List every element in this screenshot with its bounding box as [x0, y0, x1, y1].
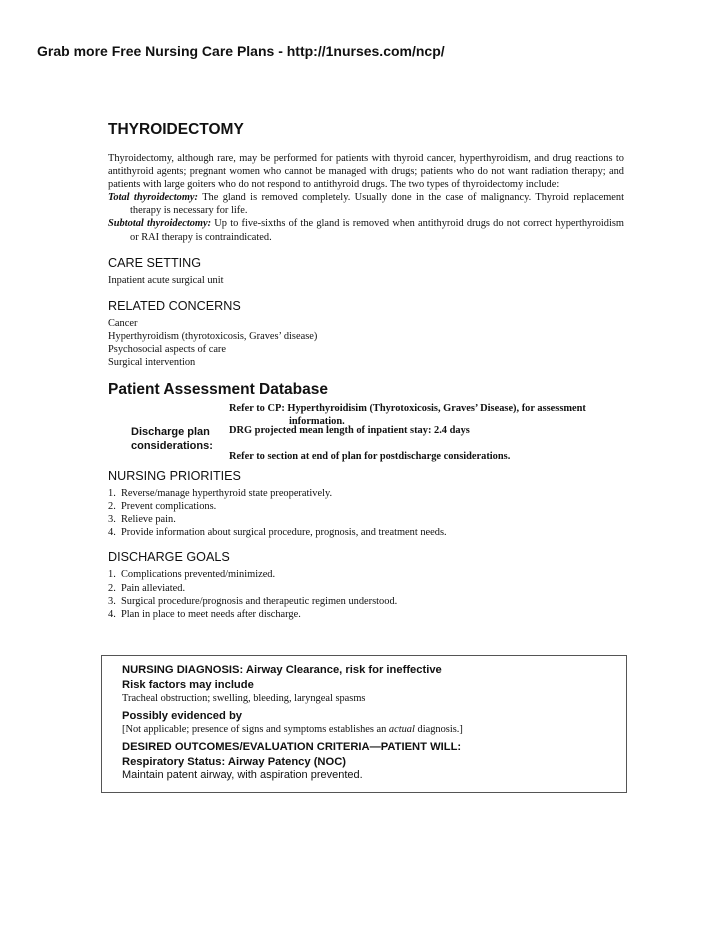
list-item: 2. Prevent complications.	[108, 500, 217, 512]
nursing-diagnosis-box	[101, 655, 627, 793]
nursing-diagnosis: NURSING DIAGNOSIS: Airway Clearance, risk for ineffective	[122, 664, 442, 676]
list-item: Hyperthyroidism (thyrotoxicosis, Graves’ disease)	[108, 331, 318, 343]
care-setting-heading: CARE SETTING	[108, 255, 202, 270]
risk-factors-heading: Risk factors may include	[122, 679, 254, 691]
type-subtotal	[108, 217, 624, 243]
type-subtotal-label: Subtotal thyroidectomy:	[108, 218, 212, 230]
care-setting-text: Inpatient acute surgical unit	[108, 274, 224, 286]
assessment-refer-cont: information.	[289, 415, 345, 427]
evidence-heading: Possibly evidenced by	[122, 710, 243, 722]
outcomes-heading: DESIRED OUTCOMES/EVALUATION CRITERIA—PATIENT WILL:	[122, 741, 462, 753]
list-item: Surgical intervention	[108, 357, 196, 369]
assessment-block	[108, 403, 624, 469]
type-subtotal-text: Up to five-sixths of the gland is removed when antithyroid drugs do not correct hyperthyroidism or RAI therapy is contraindicated.	[130, 218, 624, 243]
assessment-refer: Refer to CP: Hyperthyroidisim (Thyrotoxicosis, Graves’ Disease), for assessment	[229, 402, 586, 414]
list-item: Psychosocial aspects of care	[108, 344, 227, 356]
refer-end: Refer to section at end of plan for postdischarge considerations.	[229, 450, 511, 462]
list-item: 4. Plan in place to meet needs after discharge.	[108, 609, 301, 621]
related-concerns-list	[108, 317, 624, 370]
list-item: 4. Provide information about surgical procedure, prognosis, and treatment needs.	[108, 527, 447, 539]
noc-text: Maintain patent airway, with aspiration prevented.	[122, 769, 363, 781]
discharge-plan-label: Discharge plan considerations:	[131, 425, 213, 452]
discharge-goals-heading: DISCHARGE GOALS	[108, 550, 230, 565]
intro-paragraph: Thyroidectomy, although rare, may be performed for patients with thyroid cancer, hyperthyroidism, and drug reactions to antithyroid agents; pregnant women who cannot be managed with drugs; patients who do not want radiation therapy; and patients with large goiters who do not respond to antithyroid drugs. The two types of thyroidectomy include:	[108, 153, 624, 191]
type-total	[108, 191, 624, 217]
list-item: 2. Pain alleviated.	[108, 582, 186, 594]
assessment-heading: Patient Assessment Database	[108, 380, 328, 398]
nursing-priorities-list	[108, 487, 624, 540]
list-item: 1. Complications prevented/minimized.	[108, 569, 276, 581]
list-item: 1. Reverse/manage hyperthyroid state preoperatively.	[108, 487, 333, 499]
list-item: 3. Relieve pain.	[108, 514, 176, 526]
risk-factors-text: Tracheal obstruction; swelling, bleeding, laryngeal spasms	[122, 693, 366, 704]
drg-text: DRG projected mean length of inpatient stay: 2.4 days	[229, 424, 470, 436]
main-content	[108, 121, 624, 621]
nursing-priorities-heading: NURSING PRIORITIES	[108, 468, 241, 483]
page-title: THYROIDECTOMY	[108, 121, 244, 138]
evidence-text: [Not applicable; presence of signs and symptoms establishes an actual diagnosis.]	[122, 724, 463, 735]
list-item: Cancer	[108, 317, 138, 329]
noc-heading: Respiratory Status: Airway Patency (NOC)	[122, 756, 347, 768]
discharge-goals-list	[108, 568, 624, 621]
type-total-label: Total thyroidectomy:	[108, 192, 198, 204]
header-link[interactable]: Grab more Free Nursing Care Plans - http://1nurses.com/ncp/	[37, 43, 445, 59]
related-concerns-heading: RELATED CONCERNS	[108, 298, 241, 313]
type-total-text: The gland is removed completely. Usually done in the case of malignancy. Thyroid replacement therapy is necessary for life.	[130, 192, 624, 217]
list-item: 3. Surgical procedure/prognosis and therapeutic regimen understood.	[108, 595, 398, 607]
